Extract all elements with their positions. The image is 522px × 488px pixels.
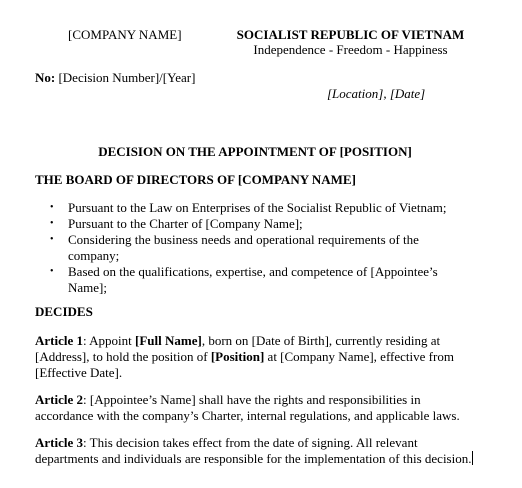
list-item-text: Pursuant to the Charter of [Company Name]; [68, 216, 303, 231]
bullet-icon: • [50, 218, 54, 229]
bullet-icon: • [50, 266, 54, 277]
list-item [50, 232, 470, 264]
decision-number-label: No: [35, 70, 56, 85]
article-2 [35, 392, 475, 424]
country-name: SOCIALIST REPUBLIC OF VIETNAM [236, 27, 465, 42]
national-motto: Independence - Freedom - Happiness [253, 42, 448, 57]
article-1-label: Article 1 [35, 333, 84, 348]
document-title: DECISION ON THE APPOINTMENT OF [POSITION] [98, 144, 412, 159]
list-item-text: Based on the qualifications, expertise, and competence of [Appointee’s Name]; [68, 264, 438, 295]
article-3 [35, 435, 475, 467]
article-1-text-part: : Appoint [83, 333, 136, 348]
article-1 [35, 333, 475, 381]
decision-number [35, 70, 195, 86]
appointee-full-name: [Full Name] [135, 333, 202, 348]
article-3-text: : This decision takes effect from the date of signing. All relevant departments and individuals are responsible for the implementation of this decision. [35, 435, 472, 466]
legal-basis-list [50, 200, 470, 296]
appointed-position: [Position] [210, 349, 265, 364]
article-3-label: Article 3 [35, 435, 84, 450]
list-item [50, 216, 470, 232]
location-date: [Location], [Date] [327, 86, 426, 101]
text-cursor [472, 451, 473, 465]
bullet-icon: • [50, 202, 54, 213]
list-item-text: Pursuant to the Law on Enterprises of the Socialist Republic of Vietnam; [68, 200, 447, 215]
decides-heading: DECIDES [35, 304, 93, 319]
list-item-text: Considering the business needs and operational requirements of the company; [68, 232, 419, 263]
article-1-text-part: at [Company Name], effective from [Effective Date]. [35, 349, 454, 380]
list-item [50, 264, 470, 296]
article-1-text-part: , born on [Date of Birth], currently residing at [Address], to hold the position of [35, 333, 441, 364]
board-heading: THE BOARD OF DIRECTORS OF [COMPANY NAME] [35, 172, 356, 187]
company-name-header: [COMPANY NAME] [68, 27, 182, 42]
list-item [50, 200, 470, 216]
article-2-label: Article 2 [35, 392, 84, 407]
bullet-icon: • [50, 234, 54, 245]
article-2-text: : [Appointee’s Name] shall have the rights and responsibilities in accordance with the company’s Charter, internal regulations, and applicable laws. [35, 392, 460, 423]
decision-number-value: [Decision Number]/[Year] [55, 70, 196, 85]
